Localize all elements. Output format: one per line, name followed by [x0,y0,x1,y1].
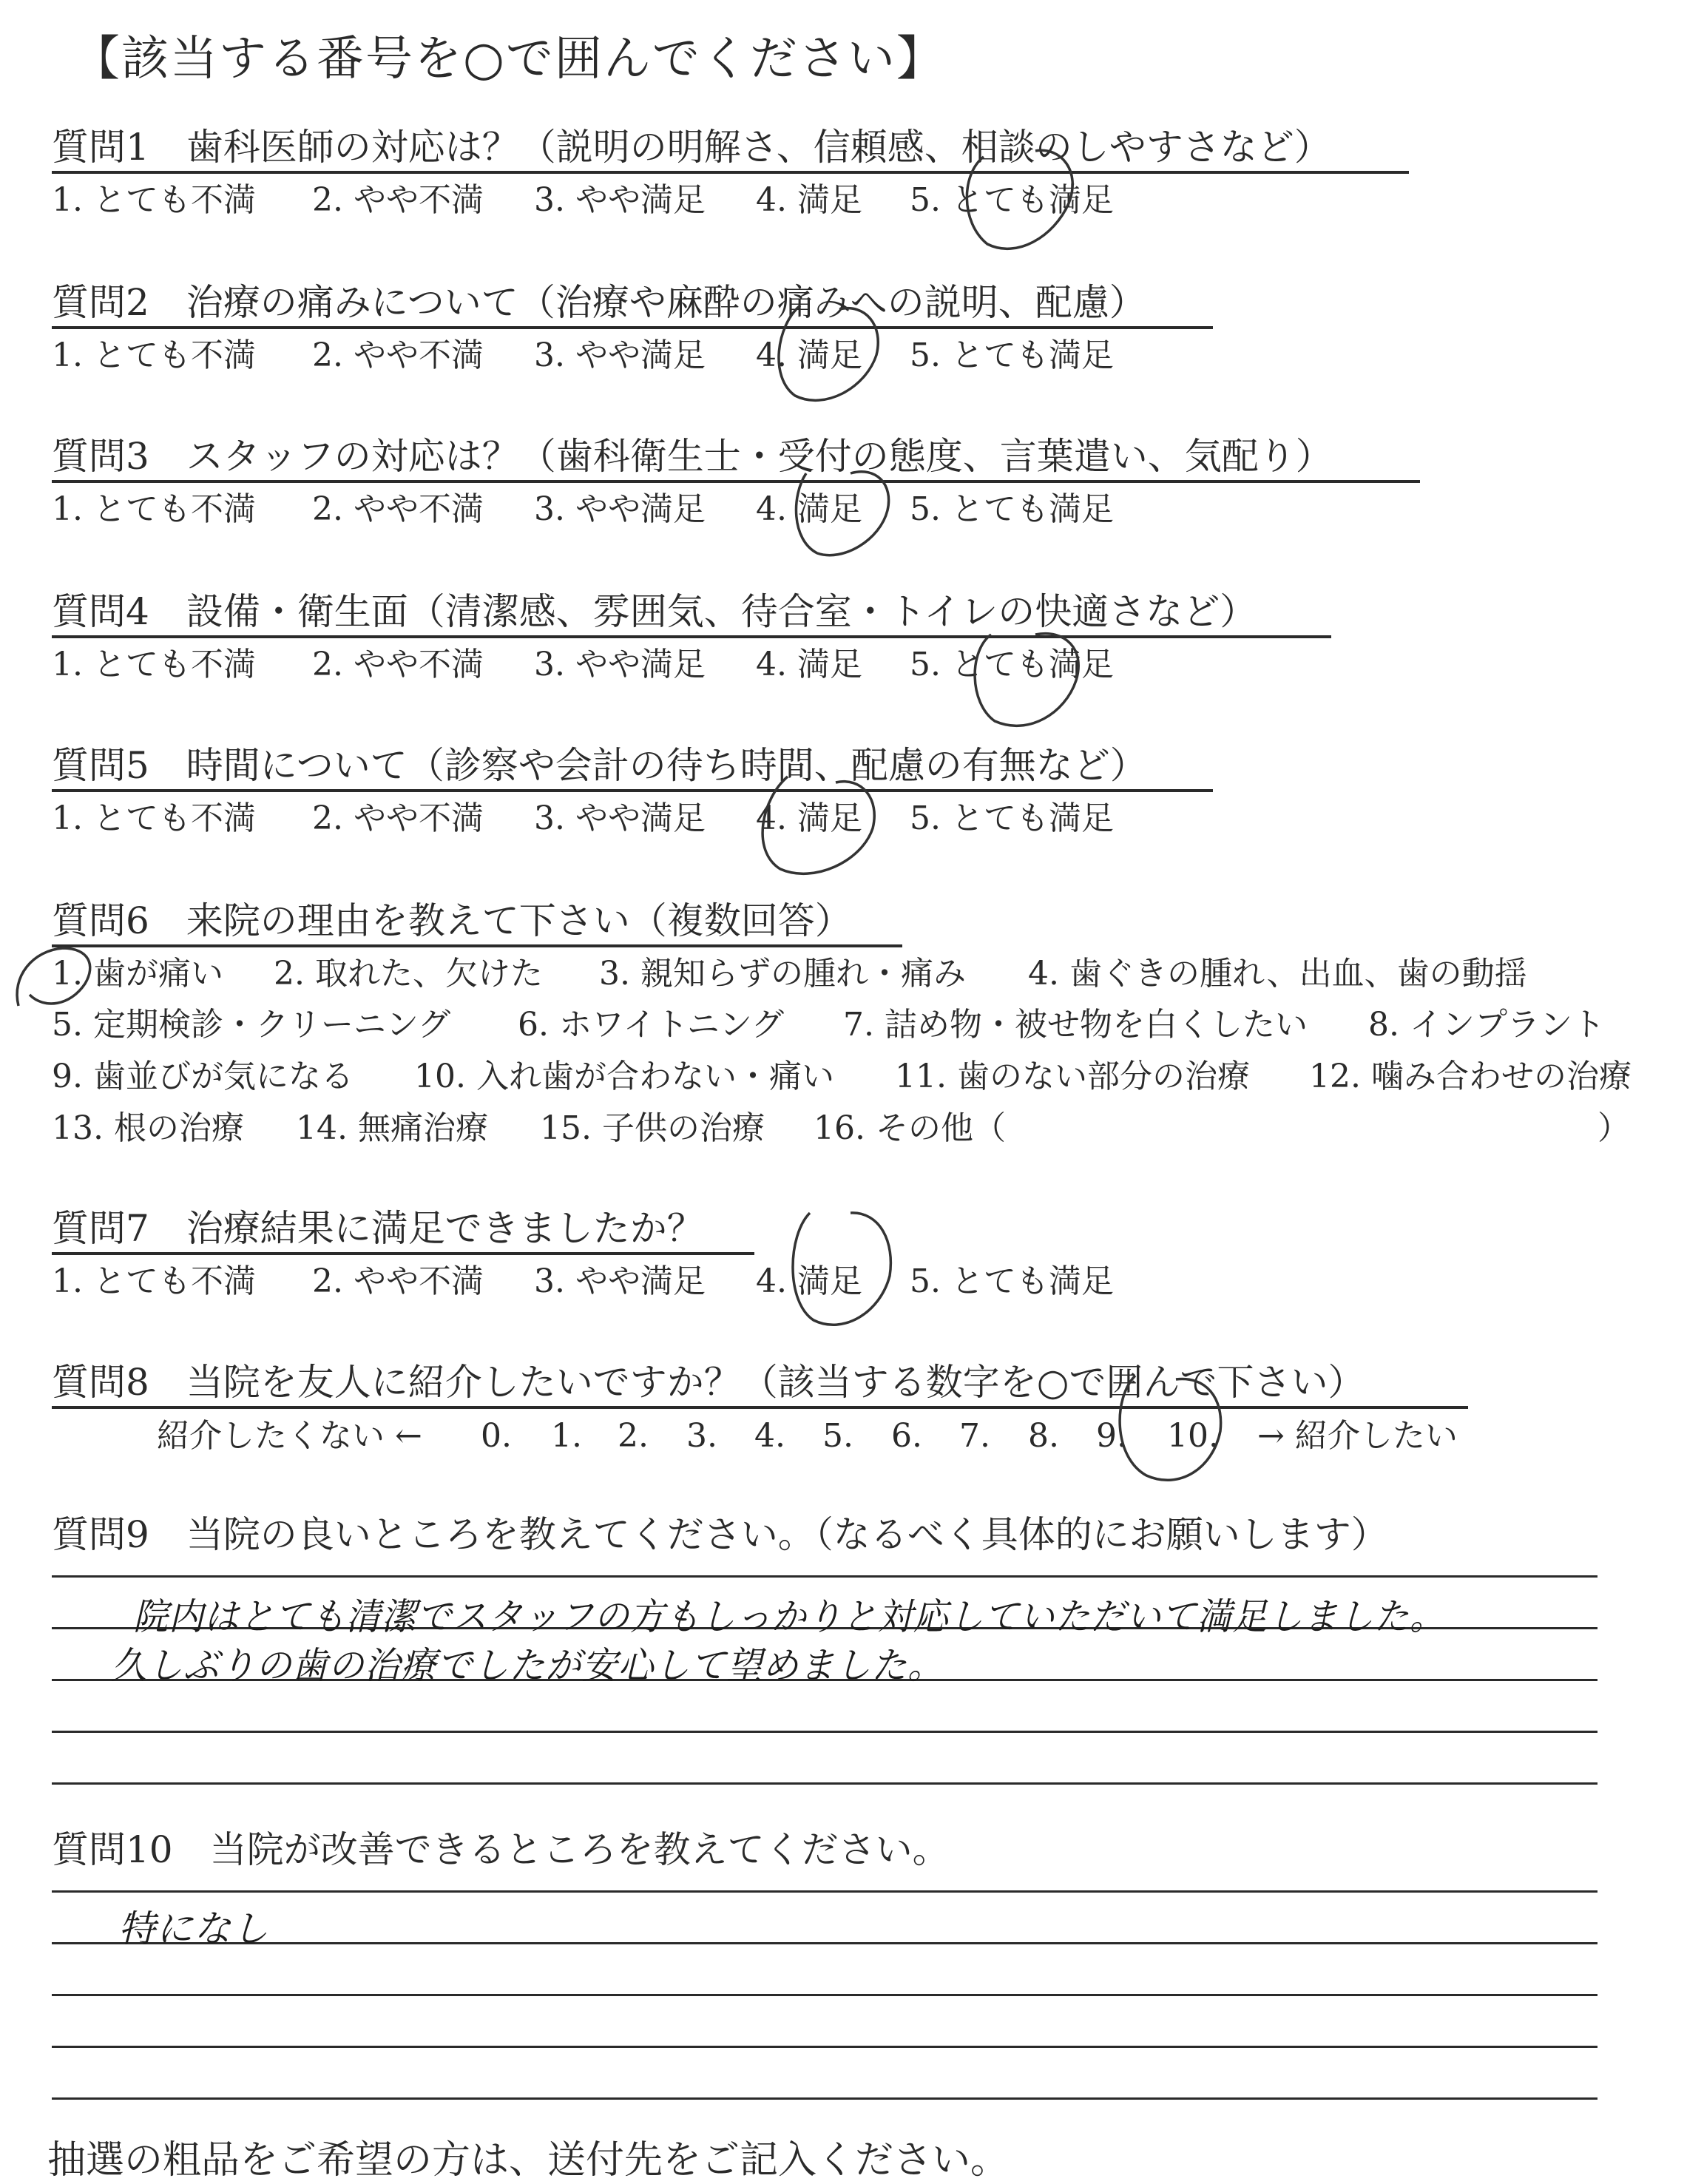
nps-option-10[interactable]: 10. [1167,1417,1219,1455]
q6-other-close-paren: ） [1598,1109,1630,1147]
question-5-underline [52,789,1213,792]
q10-answer-line-4 [52,2046,1598,2048]
q3-option-4[interactable]: 4. 満足 [756,490,862,528]
q6-option-16[interactable]: 16. その他（ [814,1109,1006,1147]
question-1-underline [52,171,1409,174]
q2-option-5[interactable]: 5. とても満足 [910,337,1114,374]
q4-option-3[interactable]: 3. やや満足 [534,646,706,683]
question-6-title: 質問6 来院の理由を教えて下さい（複数回答） [52,899,852,942]
q10-handwritten-answer: 特になし [118,1907,269,1950]
q5-option-4[interactable]: 4. 満足 [756,799,862,837]
q4-option-5[interactable]: 5. とても満足 [910,646,1114,683]
q2-option-1[interactable]: 1. とても不満 [52,337,256,374]
q6-option-11[interactable]: 11. 歯のない部分の治療 [895,1058,1250,1095]
question-8-underline [52,1406,1468,1409]
q4-option-4[interactable]: 4. 満足 [756,646,862,683]
q9-answer-line-5 [52,1782,1598,1785]
q7-option-4[interactable]: 4. 満足 [756,1262,862,1300]
footer-note: 抽選の粗品をご希望の方は、送付先をご記入ください。 [47,2138,1010,2183]
q6-option-8[interactable]: 8. インプラント [1368,1006,1605,1044]
q7-option-2[interactable]: 2. やや不満 [312,1262,484,1300]
q6-option-13[interactable]: 13. 根の治療 [52,1109,244,1147]
q9-answer-line-4 [52,1731,1598,1733]
q4-option-2[interactable]: 2. やや不満 [312,646,484,683]
question-3-title: 質問3 スタッフの対応は？（歯科衛生士・受付の態度、言葉遣い、気配り） [52,435,1333,478]
instruction-heading: 【該当する番号を○で囲んでください】 [72,32,945,87]
question-6-underline [52,944,902,947]
nps-option-4[interactable]: 4. [754,1417,785,1455]
question-9-title: 質問9 当院の良いところを教えてください。（なるべく具体的にお願いします） [52,1513,1388,1556]
question-2-underline [52,326,1213,329]
q6-option-2[interactable]: 2. 取れた、欠けた [274,955,543,993]
q5-option-1[interactable]: 1. とても不満 [52,799,256,837]
question-8-title: 質問8 当院を友人に紹介したいですか？（該当する数字を○で囲んで下さい） [52,1361,1365,1404]
q1-option-3[interactable]: 3. やや満足 [534,181,706,219]
nps-option-7[interactable]: 7. [959,1417,990,1455]
q6-option-10[interactable]: 10. 入れ歯が合わない・痛い [414,1058,834,1095]
q10-answer-line-2 [52,1942,1598,1944]
q4-option-1[interactable]: 1. とても不満 [52,646,256,683]
nps-option-5[interactable]: 5. [822,1417,853,1455]
question-5-title: 質問5 時間について（診察や会計の待ち時間、配慮の有無など） [52,744,1147,787]
q7-option-5[interactable]: 5. とても満足 [910,1262,1114,1300]
nps-left-label: 紹介したくない ← [157,1417,422,1455]
q2-option-3[interactable]: 3. やや満足 [534,337,706,374]
question-3-underline [52,480,1420,483]
question-1-title: 質問1 歯科医師の対応は？（説明の明解さ、信頼感、相談のしやすさなど） [52,126,1331,169]
nps-option-8[interactable]: 8. [1028,1417,1059,1455]
q6-option-1[interactable]: 1. 歯が痛い [52,955,223,993]
q6-option-5[interactable]: 5. 定期検診・クリーニング [52,1006,451,1044]
q9-answer-line-1 [52,1575,1598,1578]
q1-option-1[interactable]: 1. とても不満 [52,181,256,219]
nps-option-3[interactable]: 3. [686,1417,717,1455]
q1-option-2[interactable]: 2. やや不満 [312,181,484,219]
question-4-title: 質問4 設備・衛生面（清潔感、雰囲気、待合室・トイレの快適さなど） [52,590,1257,633]
q3-option-1[interactable]: 1. とても不満 [52,490,256,528]
q10-answer-line-3 [52,1994,1598,1996]
q3-option-3[interactable]: 3. やや満足 [534,490,706,528]
q7-option-3[interactable]: 3. やや満足 [534,1262,706,1300]
q5-option-3[interactable]: 3. やや満足 [534,799,706,837]
q9-handwritten-answer-2: 久しぶりの歯の治療でしたが安心して望めました。 [111,1644,944,1687]
q6-option-3[interactable]: 3. 親知らずの腫れ・痛み [599,955,966,993]
q6-option-15[interactable]: 15. 子供の治療 [540,1109,765,1147]
q1-option-4[interactable]: 4. 満足 [756,181,862,219]
q6-option-7[interactable]: 7. 詰め物・被せ物を白くしたい [843,1006,1308,1044]
nps-option-0[interactable]: 0. [481,1417,512,1455]
q6-option-14[interactable]: 14. 無痛治療 [296,1109,488,1147]
q2-option-4[interactable]: 4. 満足 [756,337,862,374]
q1-option-5[interactable]: 5. とても満足 [910,181,1114,219]
q6-option-9[interactable]: 9. 歯並びが気になる [52,1058,354,1095]
question-2-title: 質問2 治療の痛みについて（治療や麻酔の痛みへの説明、配慮） [52,281,1146,324]
q5-option-5[interactable]: 5. とても満足 [910,799,1114,837]
q3-option-5[interactable]: 5. とても満足 [910,490,1114,528]
q6-option-4[interactable]: 4. 歯ぐきの腫れ、出血、歯の動揺 [1028,955,1527,993]
q10-answer-line-1 [52,1890,1598,1893]
nps-option-9[interactable]: 9. [1096,1417,1127,1455]
q9-handwritten-answer-1: 院内はとても清潔でスタッフの方もしっかりと対応していただいて満足しました。 [133,1595,1445,1638]
q5-option-2[interactable]: 2. やや不満 [312,799,484,837]
question-10-title: 質問10 当院が改善できるところを教えてください。 [52,1828,950,1871]
q3-option-2[interactable]: 2. やや不満 [312,490,484,528]
question-7-title: 質問7 治療結果に満足できましたか？ [52,1207,704,1250]
q6-option-6[interactable]: 6. ホワイトニング [518,1006,785,1044]
q2-option-2[interactable]: 2. やや不満 [312,337,484,374]
question-4-underline [52,635,1331,638]
q7-option-1[interactable]: 1. とても不満 [52,1262,256,1300]
nps-right-label: → 紹介したい [1257,1417,1458,1455]
nps-option-6[interactable]: 6. [891,1417,922,1455]
nps-option-1[interactable]: 1. [551,1417,582,1455]
q10-answer-line-5 [52,2097,1598,2100]
question-7-underline [52,1252,754,1255]
nps-option-2[interactable]: 2. [618,1417,649,1455]
q6-option-12[interactable]: 12. 噛み合わせの治療 [1309,1058,1632,1095]
